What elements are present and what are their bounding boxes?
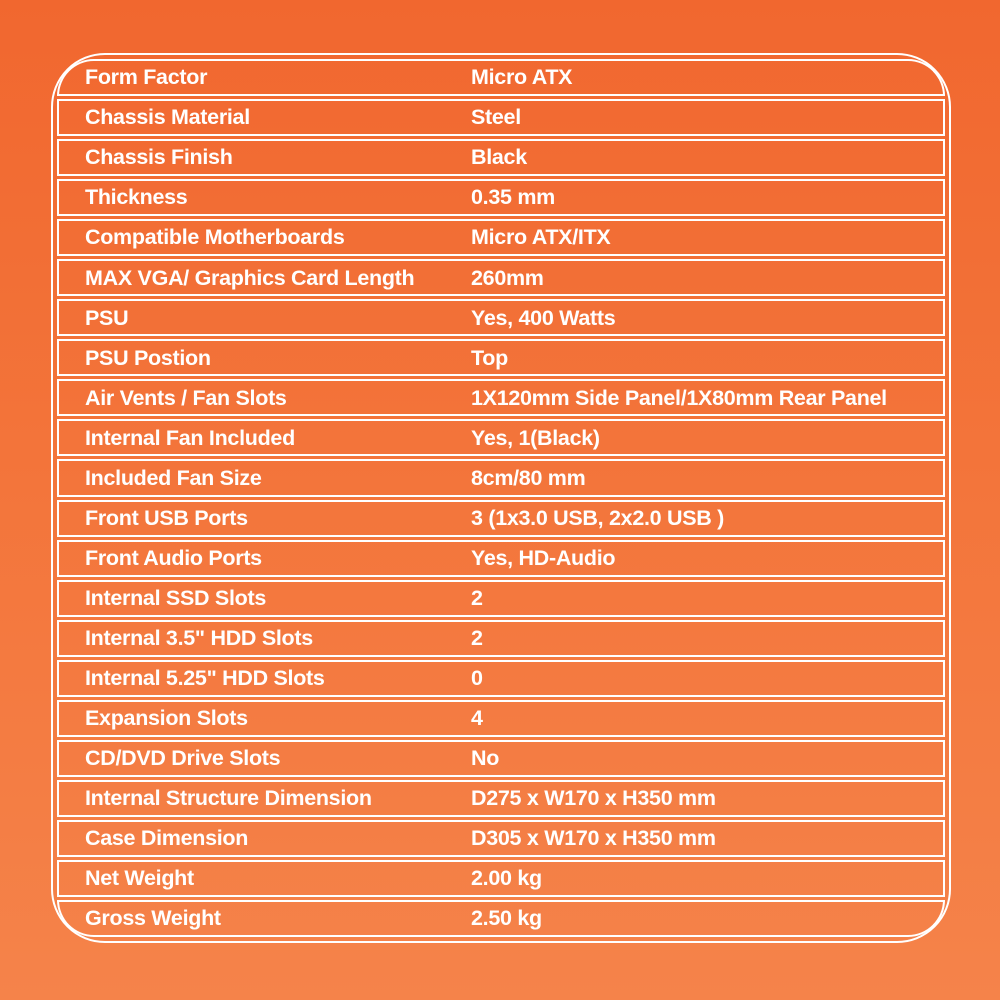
spec-value: Yes, HD-Audio (471, 545, 616, 570)
spec-row (57, 259, 945, 296)
spec-value: 2 (471, 585, 483, 610)
spec-row (57, 820, 945, 857)
spec-value: Yes, 400 Watts (471, 305, 616, 330)
spec-value: No (471, 746, 500, 771)
spec-label: Expansion Slots (85, 706, 248, 731)
spec-row (57, 740, 945, 777)
spec-value: 4 (471, 706, 483, 731)
spec-label: Net Weight (85, 866, 194, 891)
spec-label: Gross Weight (85, 906, 221, 931)
spec-label: Front USB Ports (85, 505, 248, 530)
spec-value: Top (471, 345, 508, 370)
spec-row (57, 459, 945, 496)
spec-label: PSU (85, 305, 129, 330)
spec-row (57, 59, 945, 96)
spec-value: Yes, 1(Black) (471, 425, 600, 450)
spec-row (57, 780, 945, 817)
spec-row (57, 620, 945, 657)
spec-value: Black (471, 145, 527, 170)
spec-value: 0.35 mm (471, 185, 555, 210)
spec-row (57, 860, 945, 897)
spec-value: 3 (1x3.0 USB, 2x2.0 USB ) (471, 505, 725, 530)
spec-row (57, 339, 945, 376)
spec-value: 8cm/80 mm (471, 465, 586, 490)
spec-label: Air Vents / Fan Slots (85, 385, 287, 410)
spec-table (51, 53, 951, 943)
spec-value: 1X120mm Side Panel/1X80mm Rear Panel (471, 385, 887, 410)
spec-value: 2 (471, 625, 483, 650)
spec-row (57, 139, 945, 176)
spec-row (57, 179, 945, 216)
spec-label: CD/DVD Drive Slots (85, 746, 281, 771)
spec-label: Chassis Material (85, 105, 250, 130)
spec-row (57, 660, 945, 697)
spec-row (57, 99, 945, 136)
spec-value: 0 (471, 665, 483, 690)
spec-label: Compatible Motherboards (85, 225, 345, 250)
spec-value: D275 x W170 x H350 mm (471, 786, 716, 811)
spec-label: PSU Postion (85, 345, 211, 370)
spec-label: Form Factor (85, 65, 208, 90)
spec-label: Internal SSD Slots (85, 585, 266, 610)
spec-value: D305 x W170 x H350 mm (471, 826, 716, 851)
spec-value: 2.50 kg (471, 906, 542, 931)
spec-label: Front Audio Ports (85, 545, 262, 570)
spec-row (57, 299, 945, 336)
spec-label: Internal Fan Included (85, 425, 295, 450)
spec-label: Internal 3.5" HDD Slots (85, 625, 313, 650)
spec-row (57, 700, 945, 737)
spec-value: 260mm (471, 265, 544, 290)
spec-row (57, 500, 945, 537)
spec-row (57, 419, 945, 456)
spec-row (57, 219, 945, 256)
spec-label: Included Fan Size (85, 465, 262, 490)
spec-value: Micro ATX (471, 65, 573, 90)
spec-value: 2.00 kg (471, 866, 542, 891)
spec-row (57, 540, 945, 577)
spec-row (57, 580, 945, 617)
spec-label: Internal 5.25" HDD Slots (85, 665, 325, 690)
spec-label: Internal Structure Dimension (85, 786, 372, 811)
spec-label: Thickness (85, 185, 188, 210)
spec-label: Case Dimension (85, 826, 249, 851)
spec-value: Micro ATX/ITX (471, 225, 611, 250)
spec-value: Steel (471, 105, 521, 130)
spec-row (57, 379, 945, 416)
spec-label: MAX VGA/ Graphics Card Length (85, 265, 415, 290)
spec-row (57, 900, 945, 937)
spec-label: Chassis Finish (85, 145, 233, 170)
